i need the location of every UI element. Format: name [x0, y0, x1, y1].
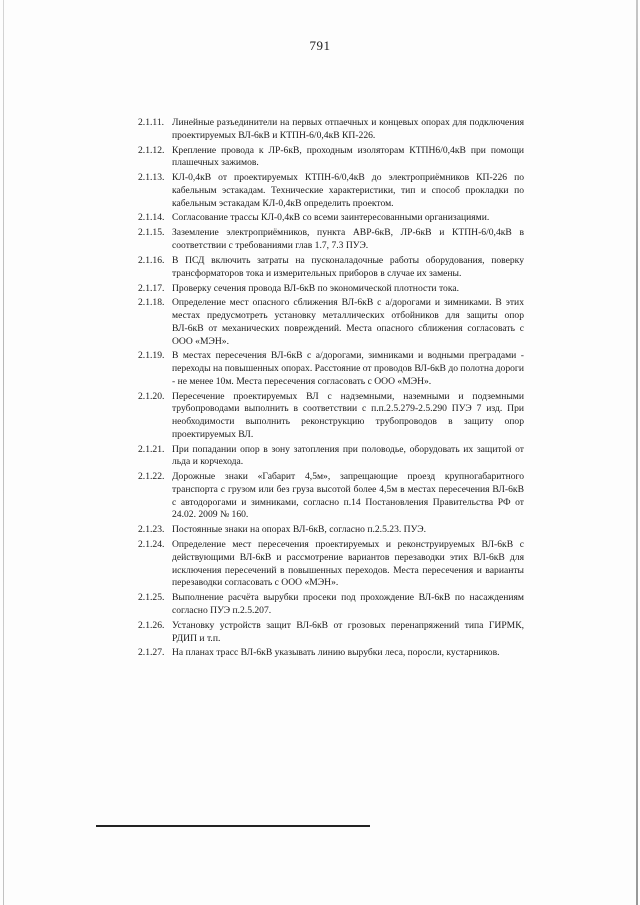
list-item: [138, 255, 524, 280]
item-number: 2.1.12.: [138, 144, 165, 156]
item-number: 2.1.22.: [138, 471, 165, 483]
item-text: Крепление провода к ЛР-6кВ, проходным изоляторам КТПН6/0,4кВ при помощи плашечных зажимов.: [172, 144, 524, 169]
item-text: Выполнение расчёта вырубки просеки под прохождение ВЛ-6кВ по насаждениям согласно ПУЭ п.2.5.207.: [172, 592, 524, 616]
item-number: 2.1.17.: [138, 282, 165, 294]
list-item: [138, 391, 524, 442]
item-number: 2.1.24.: [138, 539, 165, 551]
item-text: Пересечение проектируемых ВЛ с надземными, наземными и подземными трубопроводами выполнить в соответствии с п.п.2.5.279-2.5.290 ПУЭ 7 изд. При необходимости выполнить реконструкцию трубопроводов в защиту опор проектируемых ВЛ.: [172, 390, 524, 440]
item-number: 2.1.14.: [138, 212, 165, 224]
list-item: [138, 350, 524, 388]
item-number: 2.1.11.: [138, 117, 165, 128]
item-number: 2.1.21.: [138, 443, 165, 455]
scan-edge-right: [636, 0, 638, 905]
item-text: В местах пересечения ВЛ-6кВ с а/дорогами, зимниками и водными преградами - переходы на повышенных опорах. Расстояние от проводов ВЛ-6кВ до полотна дороги - не менее 10м. Места пересечения согласовать с ООО «МЭН».: [172, 350, 524, 387]
list-item: [138, 227, 524, 252]
item-text: КЛ-0,4кВ от проектируемых КТПН-6/0,4кВ до электроприёмников КП-226 по кабельным эстакадам. Технические характеристики, тип и способ прокладки по кабельным эстакадам КЛ-0,4кВ определить проектом.: [172, 172, 524, 209]
list-item: [138, 444, 524, 469]
item-number: 2.1.18.: [138, 297, 165, 309]
list-item: [138, 539, 524, 590]
list-item: [138, 145, 524, 170]
page-number: 791: [309, 38, 331, 53]
list-item: [138, 297, 524, 348]
item-text: Заземление электроприёмников, пункта АВР-6кВ, ЛР-6кВ и КТПН-6/0,4кВ в соответствии с требованиями глав 1.7, 7.3 ПУЭ.: [172, 227, 524, 252]
list-item: [138, 471, 524, 522]
item-text: На планах трасс ВЛ-6кВ указывать линию вырубки леса, поросли, кустарников.: [172, 647, 500, 659]
item-text: Установку устройств защит ВЛ-6кВ от грозовых перенапряжений типа ГИРМК, РДИП и т.п.: [172, 619, 524, 644]
item-number: 2.1.26.: [138, 619, 165, 631]
list-item: [138, 592, 524, 617]
list-item: [138, 524, 524, 537]
item-number: 2.1.20.: [138, 390, 165, 402]
scan-edge-left: [3, 0, 4, 905]
footnote-divider: [96, 825, 370, 827]
item-number: 2.1.15.: [138, 227, 165, 239]
list-item: [138, 620, 524, 645]
item-text: Определение мест пересечения проектируемых и реконструируемых ВЛ-6кВ с действующими ВЛ-6кВ и рассмотрение вариантов перезаводки этих ВЛ-6кВ для исключения пересечений в повышенных переходов. Места пересечения и варианты перезаводки согласовать с ООО «МЭН».: [172, 539, 524, 589]
item-text: Определение мест опасного сближения ВЛ-6кВ с а/дорогами и зимниками. В этих местах предусмотреть установку металлических отбойников для защиты опор ВЛ-6кВ от механических повреждений. Места опасного сближения согласовать с ООО «МЭН».: [172, 297, 524, 347]
list-item: [138, 172, 524, 210]
item-text: Постоянные знаки на опорах ВЛ-6кВ, согласно п.2.5.23. ПУЭ.: [172, 524, 426, 536]
list-item: [138, 117, 524, 142]
item-number: 2.1.27.: [138, 647, 165, 659]
item-text: Проверку сечения провода ВЛ-6кВ по экономической плотности тока.: [172, 282, 459, 294]
item-text: Согласование трассы КЛ-0,4кВ со всеми заинтересованными организациями.: [172, 212, 490, 224]
item-text: При попадании опор в зону затопления при половодье, оборудовать их защитой от льда и корчехода.: [172, 443, 524, 468]
item-number: 2.1.19.: [138, 350, 165, 362]
list-item: [138, 212, 524, 225]
list-item: [138, 647, 524, 660]
item-number: 2.1.23.: [138, 524, 165, 536]
item-number: 2.1.16.: [138, 254, 165, 266]
item-text: Линейные разъединители на первых отпаечных и концевых опорах для подключения проектируемых ВЛ-6кВ и КТПН-6/0,4кВ КП-226.: [172, 117, 524, 141]
item-number: 2.1.13.: [138, 172, 165, 184]
item-number: 2.1.25.: [138, 592, 165, 604]
item-text: В ПСД включить затраты на пусконаладочные работы оборудования, поверку трансформаторов тока и измерительных приборов в случае их замены.: [172, 254, 524, 279]
requirements-list: [138, 117, 524, 662]
item-text: Дорожные знаки «Габарит 4,5м», запрещающие проезд крупногабаритного транспорта с грузом или без груза высотой более 4,5м в местах пересечения ВЛ-6кВ с автодорогами и зимниками, согласно п.14 Постановления Правительства РФ от 24.02. 2009 № 160.: [172, 471, 524, 521]
list-item: [138, 283, 524, 296]
